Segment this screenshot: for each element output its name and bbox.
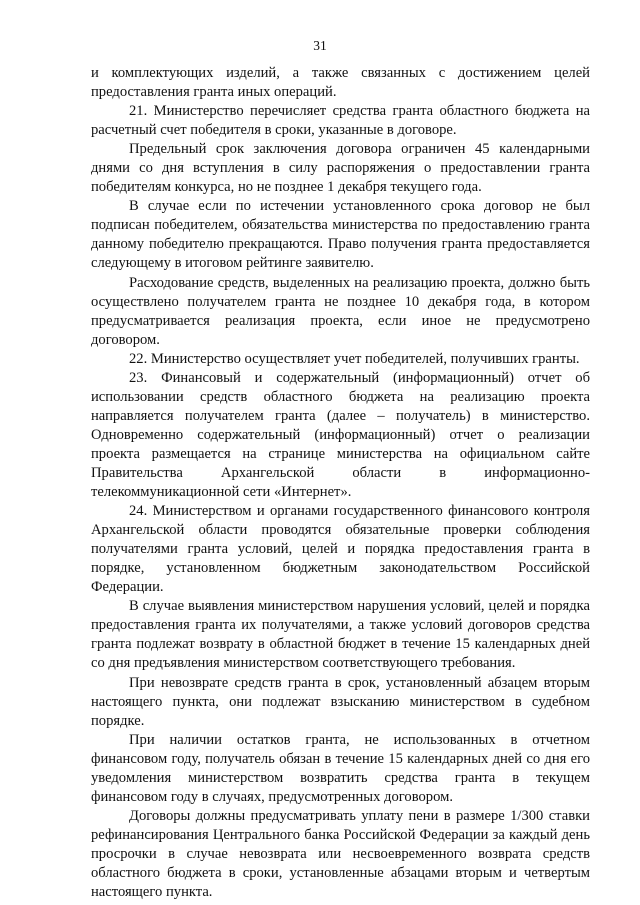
paragraph-unused-balance: При наличии остатков гранта, не использованных в отчетном финансовом году, получатель обязан в течение 15 календарных дней со дня его уведомления министерством возвратить средства гранта в текущем финансовом году в случаях, предусмотренных договором. (91, 731, 590, 805)
paragraph-unsigned-contract: В случае если по истечении установленного срока договор не был подписан победителем, обязательства министерства по предоставлению гранта данному победителю прекращаются. Право получения гранта предоставляется следующему в итоговом рейтинге заявителю. (91, 198, 590, 272)
paragraph-court-recovery: При невозврате средств гранта в срок, установленный абзацем вторым настоящего пункта, они подлежат взысканию министерством в судебном порядке. (91, 674, 590, 729)
document-body (91, 64, 590, 902)
page-number: 31 (313, 38, 327, 53)
paragraph-contract-deadline: Предельный срок заключения договора ограничен 45 календарными днями со дня вступления в силу распоряжения о предоставлении гранта победителям конкурса, но не позднее 1 декабря текущего года. (91, 141, 590, 196)
paragraph-continuation: и комплектующих изделий, а также связанных с достижением целей предоставления гранта иных операций. (91, 65, 590, 101)
paragraph-spending-deadline: Расходование средств, выделенных на реализацию проекта, должно быть осуществлено получателем гранта не позднее 10 декабря года, в котором предусматривается реализация проекта, если иное не предусмотрено договором. (91, 274, 590, 348)
paragraph-item-23: 23. Финансовый и содержательный (информационный) отчет об использовании средств областного бюджета на реализацию проекта направляется получателем гранта (далее – получатель) в министерство. Одновременно содержательный (информационный) отчет о реализации проекта размещается на странице министерства на официальном сайте Правительства Архангельской области в информационно-телекоммуникационной сети «Интернет». (91, 369, 590, 501)
paragraph-item-21: 21. Министерство перечисляет средства гранта областного бюджета на расчетный счет победителя в сроки, указанные в договоре. (91, 103, 590, 139)
paragraph-item-22: 22. Министерство осуществляет учет победителей, получивших гранты. (129, 350, 580, 367)
paragraph-violation-refund: В случае выявления министерством нарушения условий, целей и порядка предоставления гранта их получателями, а также условий договоров средства гранта подлежат возврату в областной бюджет в течение 15 календарных дней со дня предъявления министерством соответствующего требования. (91, 598, 590, 672)
paragraph-item-24: 24. Министерством и органами государственного финансового контроля Архангельской области проводятся обязательные проверки соблюдения получателями гранта условий, целей и порядка предоставления гранта в порядке, установленном бюджетным законодательством Российской Федерации. (91, 503, 590, 596)
paragraph-penalty: Договоры должны предусматривать уплату пени в размере 1/300 ставки рефинансирования Центрального банка Российской Федерации за каждый день просрочки в случае невозврата или несвоевременного возврата средств областного бюджета в сроки, установленные абзацами вторым и четвертым настоящего пункта. (91, 807, 590, 901)
